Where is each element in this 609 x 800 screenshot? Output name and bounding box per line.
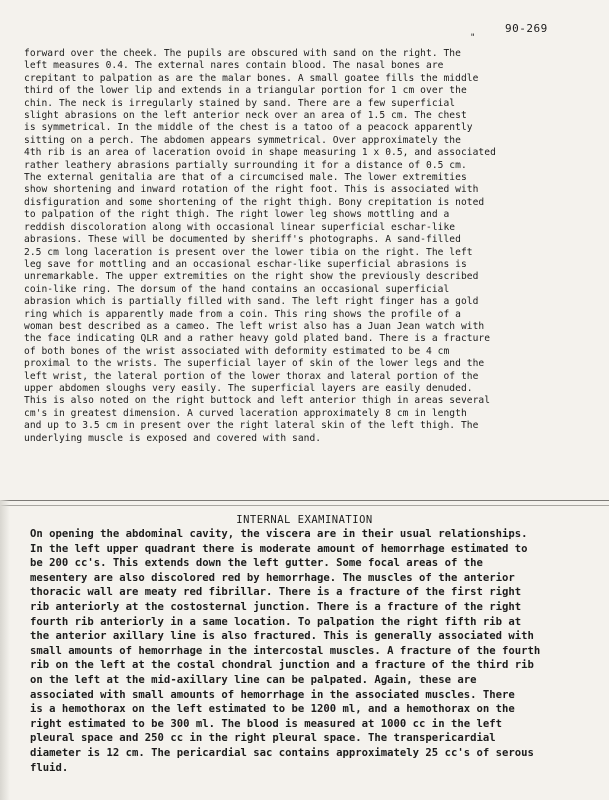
text-line: rib on the left at the costal chondral junction and a fracture of the third rib xyxy=(30,659,534,672)
text-line: chin. The neck is irregularly stained by sand. There are a few superficial xyxy=(24,97,456,109)
text-line: small amounts of hemorrhage in the intercostal muscles. A fracture of the fourth xyxy=(30,644,541,657)
text-line: mesentery are also discolored red by hemorrhage. The muscles of the anterior xyxy=(30,571,515,584)
text-line: left measures 0.4. The external nares contain blood. The nasal bones are xyxy=(24,60,444,72)
text-line: underlying muscle is exposed and covered with sand. xyxy=(24,432,322,444)
external-examination-text xyxy=(24,48,586,445)
text-line: is a hemothorax on the left estimated to be 1200 ml, and a hemothorax on the xyxy=(30,703,515,716)
section-divider xyxy=(0,500,609,506)
text-line: rib anteriorly at the costosternal junction. There is a fracture of the right xyxy=(30,600,522,613)
text-line: to palpation of the right thigh. The right lower leg shows mottling and a xyxy=(24,209,450,221)
document-number: 90-269 xyxy=(505,22,548,35)
text-line: left wrist, the lateral portion of the lower thorax and lateral portion of the xyxy=(24,370,479,382)
internal-examination-heading: INTERNAL EXAMINATION xyxy=(236,514,373,526)
text-line: cm's in greatest dimension. A curved laceration approximately 8 cm in length xyxy=(24,407,467,419)
text-line: diameter is 12 cm. The pericardial sac contains approximately 25 cc's of serous xyxy=(30,746,534,759)
text-line: On opening the abdominal cavity, the viscera are in their usual relationships. xyxy=(30,528,528,540)
text-line: show shortening and inward rotation of the right foot. This is associated with xyxy=(24,184,479,196)
scan-shadow xyxy=(0,500,10,800)
text-line: upper abdomen sloughs very easily. The superficial layers are easily denuded. xyxy=(24,382,473,394)
text-line: leg save for mottling and an occasional eschar-like superficial abrasions is xyxy=(24,258,467,270)
text-line: thoracic wall are meaty red fibrillar. There is a fracture of the first right xyxy=(30,586,522,599)
text-line: abrasion which is partially filled with sand. The left right finger has a gold xyxy=(24,296,479,308)
text-line: proximal to the wrists. The superficial layer of skin of the lower legs and the xyxy=(24,358,485,370)
text-line: unremarkable. The upper extremities on the right show the previously described xyxy=(24,271,479,283)
text-line: on the left at the mid-axillary line can be palpated. Again, these are xyxy=(30,673,477,686)
text-line: the anterior axillary line is also fractured. This is generally associated with xyxy=(30,630,534,643)
text-line: forward over the cheek. The pupils are obscured with sand on the right. The xyxy=(24,48,461,59)
text-line: disfiguration and some shortening of the right thigh. Bony crepitation is noted xyxy=(24,196,485,208)
text-line: fourth rib anteriorly in a same location. To palpation the right fifth rib at xyxy=(30,615,522,628)
text-line: coin-like ring. The dorsum of the hand contains an occasional superficial xyxy=(24,283,450,295)
corner-mark: " xyxy=(470,33,476,43)
text-line: associated with small amounts of hemorrhage in the associated muscles. There xyxy=(30,688,515,701)
text-line: pleural space and 250 cc in the right pleural space. The transpericardial xyxy=(30,732,496,745)
text-line: crepitant to palpation as are the malar bones. A small goatee fills the middle xyxy=(24,72,479,84)
text-line: the face indicating QLR and a rather heavy gold plated band. There is a fracture xyxy=(24,333,491,345)
text-line: is symmetrical. In the middle of the chest is a tatoo of a peacock apparently xyxy=(24,122,473,134)
text-line: 2.5 cm long laceration is present over the lower tibia on the right. The left xyxy=(24,246,473,258)
text-line: sitting on a perch. The abdomen appears symmetrical. Over approximately the xyxy=(24,134,461,146)
text-line: of both bones of the wrist associated with deformity estimated to be 4 cm xyxy=(24,345,450,357)
text-line: 4th rib is an area of laceration ovoid in shape measuring 1 x 0.5, and associated xyxy=(24,147,496,159)
text-line: be 200 cc's. This extends down the left gutter. Some focal areas of the xyxy=(30,557,483,570)
text-line: This is also noted on the right buttock and left anterior thigh in areas several xyxy=(24,395,491,407)
text-line: right estimated to be 300 ml. The blood is measured at 1000 cc in the left xyxy=(30,717,502,730)
text-line: abrasions. These will be documented by sheriff's photographs. A sand-filled xyxy=(24,234,461,246)
text-line: and up to 3.5 cm in present over the right lateral skin of the left thigh. The xyxy=(24,420,479,432)
text-line: In the left upper quadrant there is moderate amount of hemorrhage estimated to xyxy=(30,542,528,555)
text-line: ring which is apparently made from a coin. This ring shows the profile of a xyxy=(24,308,461,320)
text-line: fluid. xyxy=(30,761,69,774)
text-line: The external genitalia are that of a circumcised male. The lower extremities xyxy=(24,172,467,184)
text-line: woman best described as a cameo. The left wrist also has a Juan Jean watch with xyxy=(24,320,485,332)
internal-examination-text xyxy=(30,527,586,775)
text-line: reddish discoloration along with occasional linear superficial eschar-like xyxy=(24,221,456,233)
text-line: rather leathery abrasions partially surrounding it for a distance of 0.5 cm. xyxy=(24,159,467,171)
text-line: third of the lower lip and extends in a triangular portion for 1 cm over the xyxy=(24,85,467,97)
text-line: slight abrasions on the left anterior neck over an area of 1.5 cm. The chest xyxy=(24,110,467,122)
